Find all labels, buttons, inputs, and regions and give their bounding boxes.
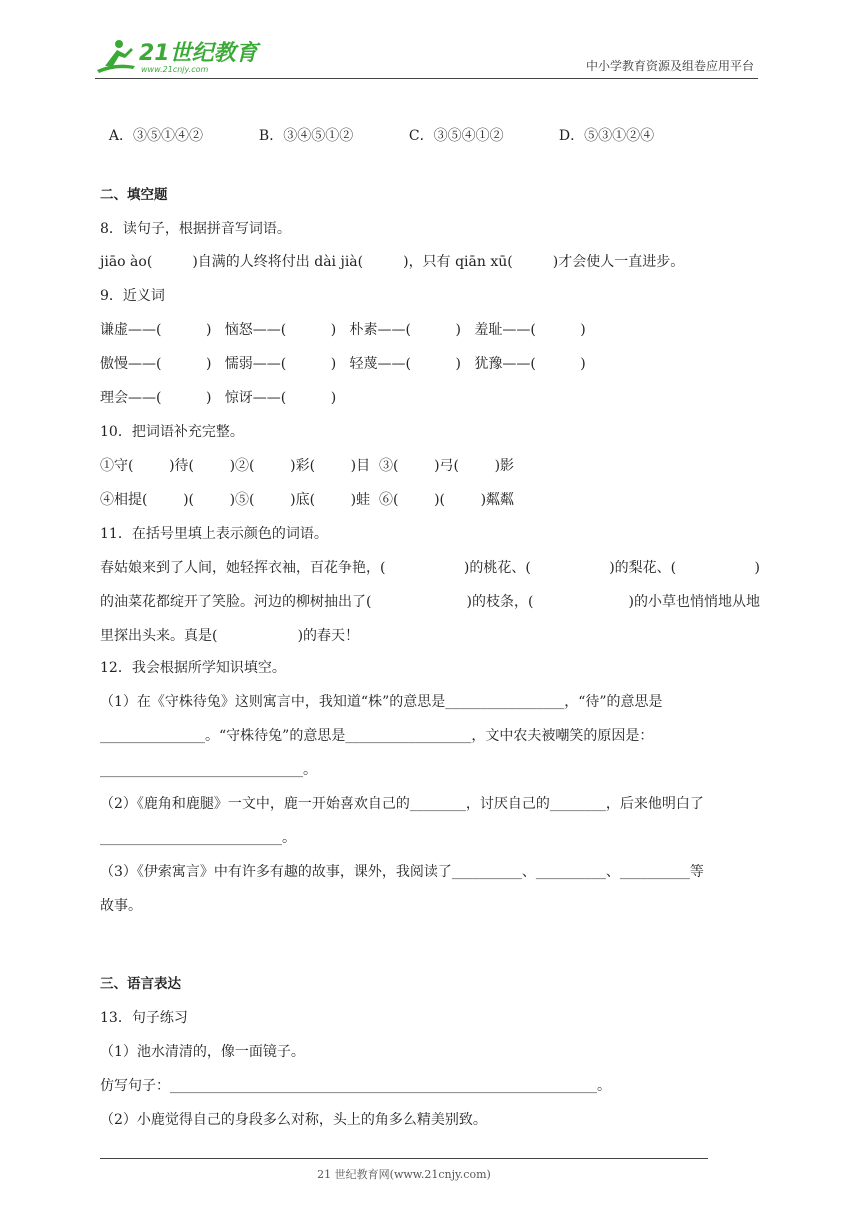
- q13-p2: （2）小鹿觉得自己的身段多么对称，头上的角多么精美别致。: [100, 1112, 487, 1128]
- q13-stem: 13．句子练习: [100, 1010, 188, 1026]
- section-title-fill-blank: 二、填空题: [100, 187, 168, 203]
- platform-label: 中小学教育资源及组卷应用平台: [585, 59, 754, 73]
- q9-row: 理会——( ) 惊讶——( ): [100, 390, 337, 406]
- q10-stem: 10．把词语补充完整。: [100, 424, 244, 440]
- q12-p1-line: _____________________________。: [100, 762, 317, 778]
- footer-text: 21 世纪教育网(www.21cnjy.com): [317, 1168, 491, 1181]
- q12-p2-line: __________________________。: [100, 830, 296, 846]
- q11-text: )的桃花、(: [463, 560, 531, 576]
- option-b: B．③④⑤①②: [258, 128, 354, 144]
- q11-text: ): [754, 560, 760, 576]
- q11-text: )的枝条，(: [466, 594, 534, 610]
- site-logo: [95, 36, 265, 76]
- option-c: C．③⑤④①②: [408, 128, 504, 144]
- q8-stem: 8．读句子，根据拼音写词语。: [100, 221, 291, 237]
- q11-text: 春姑娘来到了人间，她轻挥衣袖，百花争艳，(: [100, 560, 386, 576]
- logo-text: 21世纪教育: [139, 41, 258, 66]
- q12-stem: 12．我会根据所学知识填空。: [100, 660, 286, 676]
- logo-url: www.21cnjy.com: [141, 65, 209, 74]
- q12-p1-line: （1）在《守株待兔》这则寓言中，我知道“株”的意思是_________________，“待”的意思是: [100, 694, 663, 710]
- q11-line1: [100, 558, 760, 578]
- option-d: D．⑤③①②④: [558, 128, 655, 144]
- section-title-language: 三、语言表达: [100, 976, 181, 992]
- q11-line3: 里探出头来。真是( )的春天！: [100, 628, 360, 644]
- q9-stem: 9．近义词: [100, 288, 165, 304]
- q10-row: ④相提( )( )⑤( )底( )蛙 ⑥( )( )粼粼: [100, 492, 515, 508]
- q8-line: jiāo ào( )自满的人终将付出 dài jià( )，只有 qiān xū( )才会使人一直进步。: [100, 254, 685, 270]
- option-a: A．③⑤①④②: [108, 128, 204, 144]
- q13-p1: （1）池水清清的，像一面镜子。: [100, 1044, 305, 1060]
- q7-options: [100, 106, 654, 146]
- footer-divider: [100, 1158, 708, 1159]
- q11-stem: 11．在括号里填上表示颜色的词语。: [100, 526, 328, 542]
- q12-p2-line: （2）《鹿角和鹿腿》一文中，鹿一开始喜欢自己的________，讨厌自己的________，后来他明白了: [100, 796, 704, 812]
- q12-p3-line: （3）《伊索寓言》中有许多有趣的故事，课外，我阅读了__________、__________、__________等: [100, 864, 704, 880]
- q12-p3-line: 故事。: [100, 898, 142, 914]
- q13-imitate: 仿写句子：_____________________________________________________________。: [100, 1078, 611, 1094]
- q9-row: 傲慢——( ) 懦弱——( ) 轻蔑——( ) 犹豫——( ): [100, 356, 586, 372]
- q11-text: )的梨花、(: [609, 560, 677, 576]
- q11-line2: [100, 592, 760, 612]
- q11-text: )的小草也悄悄地从地: [628, 594, 760, 610]
- q11-text: 的油菜花都绽开了笑脸。河边的柳树抽出了(: [100, 594, 372, 610]
- q9-row: 谦虚——( ) 恼怒——( ) 朴素——( ) 羞耻——( ): [100, 322, 586, 338]
- q10-row: ①守( )待( )②( )彩( )目 ③( )弓( )影: [100, 458, 515, 474]
- page-header: [95, 30, 758, 79]
- q12-p1-line: _______________。“守株待兔”的意思是__________________，文中农夫被嘲笑的原因是：: [100, 728, 654, 744]
